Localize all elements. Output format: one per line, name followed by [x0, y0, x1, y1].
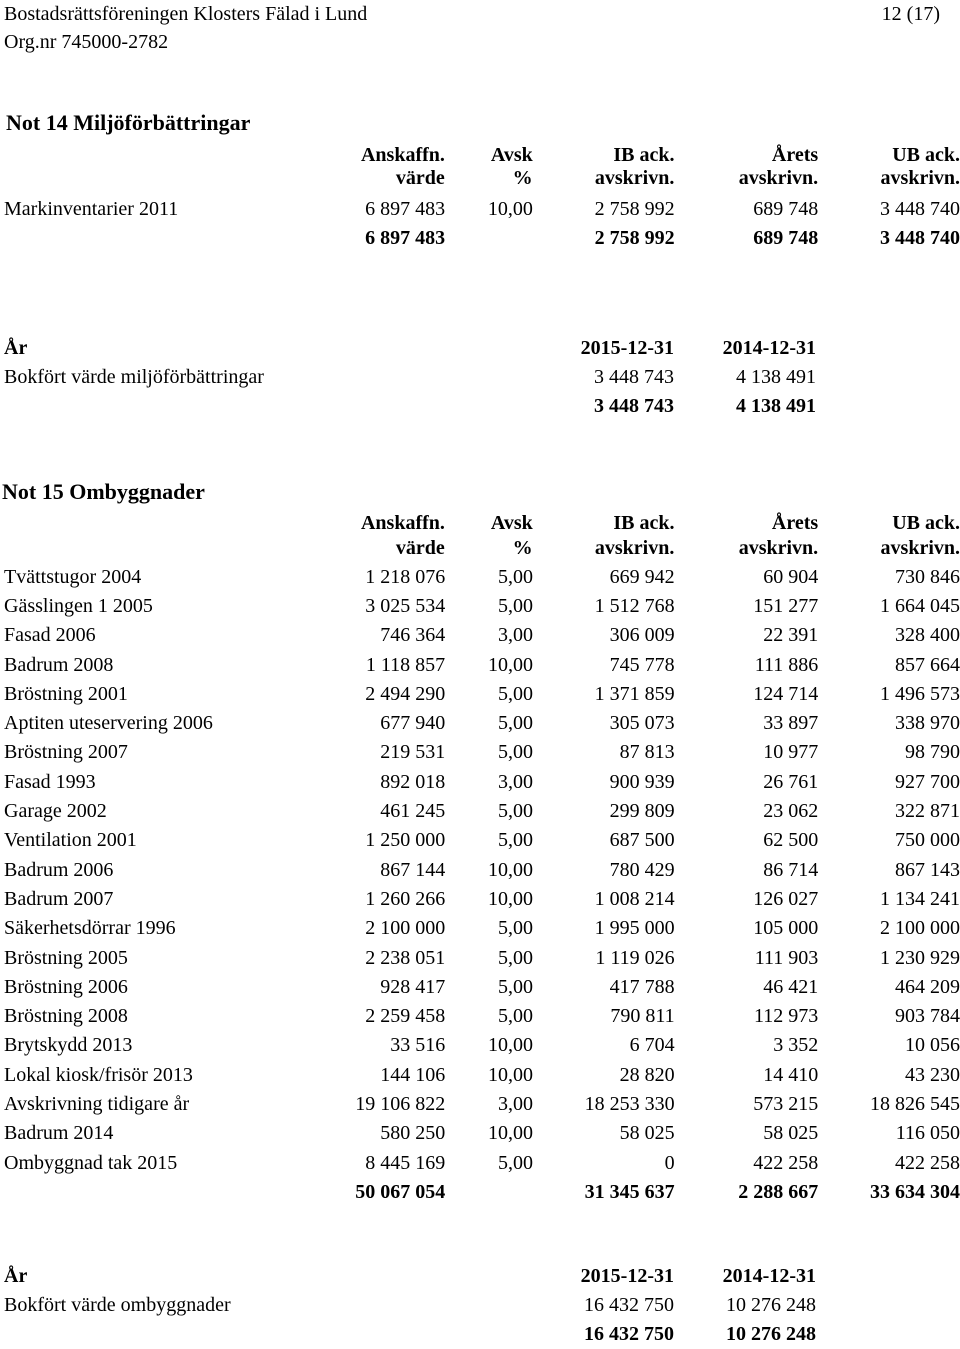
col-header: IB ack.	[613, 511, 675, 534]
cell: 10,00	[487, 1122, 533, 1145]
cell: 1 008 214	[594, 887, 675, 910]
cell: 3 448 740	[880, 197, 960, 220]
year-label: År	[4, 336, 28, 359]
table-row	[0, 708, 960, 737]
col-header: UB ack.	[892, 511, 960, 534]
cell: 2 494 290	[365, 682, 446, 705]
cell: 5,00	[497, 682, 533, 705]
cell: 464 209	[895, 975, 960, 998]
row-label: Bröstning 2001	[4, 682, 128, 705]
year-header: 2015-12-31	[580, 336, 674, 359]
cell: 1 134 241	[880, 887, 960, 910]
row-label: Ventilation 2001	[4, 829, 137, 852]
table-row	[0, 1031, 960, 1060]
cell: 19 106 822	[355, 1092, 446, 1115]
cell: 5,00	[497, 1151, 533, 1174]
cell: 5,00	[497, 829, 533, 852]
cell: 580 250	[380, 1122, 446, 1145]
row-label: Bröstning 2005	[4, 946, 128, 969]
cell: 867 144	[380, 858, 446, 881]
cell: 219 531	[380, 741, 446, 764]
cell: 750 000	[895, 829, 960, 852]
cell: 2 100 000	[365, 917, 446, 940]
table-row	[0, 855, 960, 884]
cell: 151 277	[753, 594, 819, 617]
row-label: Fasad 1993	[4, 770, 96, 793]
cell: 10,00	[487, 887, 533, 910]
table-row	[0, 1089, 960, 1118]
table-row	[0, 1119, 960, 1148]
cell: 1 664 045	[880, 594, 960, 617]
cell: 116 050	[895, 1122, 960, 1145]
row-label: Fasad 2006	[4, 624, 96, 647]
cell: 2 238 051	[365, 946, 446, 969]
cell: 461 245	[380, 800, 446, 823]
row-label: Gässlingen 1 2005	[4, 594, 153, 617]
row-label: Bokfört värde miljöförbättringar	[4, 365, 264, 388]
cell: 928 417	[380, 975, 446, 998]
table-row	[0, 738, 960, 767]
cell: 18 253 330	[584, 1092, 675, 1115]
col-header: värde	[395, 166, 445, 189]
cell: 10 056	[905, 1034, 960, 1057]
cell: 1 995 000	[594, 917, 675, 940]
col-header: avskrivn.	[594, 166, 675, 189]
table-row	[0, 621, 960, 650]
cell: 730 846	[895, 565, 960, 588]
cell: 3 025 534	[365, 594, 446, 617]
total-cell: 33 634 304	[870, 1180, 960, 1203]
row-label: Säkerhetsdörrar 1996	[4, 917, 176, 940]
cell: 5,00	[497, 1005, 533, 1028]
col-header: Avsk	[490, 143, 533, 166]
cell: 124 714	[753, 682, 819, 705]
cell: 3,00	[497, 1092, 533, 1115]
table-row	[0, 562, 960, 591]
cell: 28 820	[619, 1063, 675, 1086]
cell: 3,00	[497, 624, 533, 647]
total-cell: 4 138 491	[736, 395, 816, 418]
org-name: Bostadsrättsföreningen Klosters Fälad i Lund	[4, 3, 368, 25]
row-label: Bröstning 2006	[4, 975, 128, 998]
row-label: Avskrivning tidigare år	[4, 1092, 190, 1115]
cell: 43 230	[905, 1063, 960, 1086]
table-row	[0, 194, 960, 223]
cell: 677 940	[380, 712, 446, 735]
cell: 86 714	[763, 858, 819, 881]
row-label: Lokal kiosk/frisör 2013	[4, 1063, 193, 1086]
cell: 780 429	[609, 858, 675, 881]
cell: 10,00	[487, 197, 533, 220]
cell: 1 119 026	[595, 946, 675, 969]
note15-table	[0, 562, 960, 1207]
note15-title: Not 15 Ombyggnader	[2, 479, 205, 504]
table-row	[0, 591, 960, 620]
cell: 746 364	[380, 624, 446, 647]
cell: 892 018	[380, 770, 446, 793]
table-row	[0, 767, 960, 796]
cell: 14 410	[763, 1063, 819, 1086]
cell: 10 276 248	[726, 1293, 816, 1316]
cell: 5,00	[497, 741, 533, 764]
cell: 927 700	[895, 770, 960, 793]
row-label: Ombyggnad tak 2015	[4, 1151, 178, 1174]
cell: 3 448 743	[594, 365, 674, 388]
cell: 1 512 768	[594, 594, 675, 617]
cell: 1 230 929	[880, 946, 960, 969]
cell: 2 100 000	[880, 917, 960, 940]
table-row	[0, 1060, 960, 1089]
row-label: Garage 2002	[4, 800, 107, 823]
cell: 10,00	[487, 1034, 533, 1057]
total-cell: 16 432 750	[584, 1323, 674, 1346]
note14-table	[0, 194, 960, 253]
cell: 111 903	[754, 946, 819, 969]
table-row	[0, 796, 960, 825]
cell: 573 215	[753, 1092, 819, 1115]
cell: 422 258	[895, 1151, 960, 1174]
col-header: IB ack.	[613, 143, 675, 166]
row-label: Badrum 2007	[4, 887, 114, 910]
col-header: Anskaffn.	[360, 511, 445, 534]
org-number: Org.nr 745000-2782	[4, 31, 169, 53]
cell: 1 218 076	[365, 565, 446, 588]
year-label: År	[4, 1264, 28, 1287]
cell: 5,00	[497, 800, 533, 823]
total-cell: 50 067 054	[355, 1180, 446, 1203]
page-number: 12 (17)	[881, 3, 940, 25]
row-label: Aptiten uteservering 2006	[4, 712, 213, 735]
total-cell: 10 276 248	[726, 1323, 816, 1346]
table-row	[0, 1148, 960, 1177]
table-row	[0, 650, 960, 679]
total-cell: 689 748	[753, 226, 819, 249]
cell: 322 871	[895, 800, 960, 823]
table-row	[0, 972, 960, 1001]
cell: 1 371 859	[594, 682, 675, 705]
note14-column-headers-2	[0, 163, 960, 192]
cell: 18 826 545	[870, 1092, 960, 1115]
total-row	[0, 1177, 960, 1206]
note15-book-value	[0, 1261, 816, 1349]
cell: 3,00	[497, 770, 533, 793]
cell: 126 027	[753, 887, 819, 910]
table-row	[0, 884, 960, 913]
row-label: Badrum 2006	[4, 858, 114, 881]
cell: 98 790	[905, 741, 960, 764]
cell: 745 778	[609, 653, 675, 676]
col-header: %	[512, 536, 533, 559]
table-row	[0, 1001, 960, 1030]
cell: 328 400	[895, 624, 960, 647]
cell: 299 809	[609, 800, 675, 823]
row-label: Badrum 2014	[4, 1122, 114, 1145]
cell: 5,00	[497, 946, 533, 969]
cell: 306 009	[609, 624, 675, 647]
row-label: Badrum 2008	[4, 653, 114, 676]
total-cell: 2 288 667	[738, 1180, 819, 1203]
cell: 689 748	[753, 197, 819, 220]
cell: 1 250 000	[365, 829, 446, 852]
cell: 6 704	[629, 1034, 675, 1057]
cell: 5,00	[497, 594, 533, 617]
table-row	[0, 679, 960, 708]
cell: 33 897	[763, 712, 819, 735]
table-row	[0, 914, 960, 943]
total-cell: 31 345 637	[584, 1180, 675, 1203]
row-label: Markinventarier 2011	[4, 197, 179, 220]
note14-book-value	[0, 333, 816, 421]
cell: 5,00	[497, 975, 533, 998]
cell: 16 432 750	[584, 1293, 674, 1316]
col-header: värde	[395, 536, 445, 559]
cell: 900 939	[609, 770, 675, 793]
note14-title: Not 14 Miljöförbättringar	[6, 110, 251, 135]
cell: 33 516	[390, 1034, 446, 1057]
cell: 1 260 266	[365, 887, 446, 910]
cell: 669 942	[609, 565, 675, 588]
col-header: UB ack.	[892, 143, 960, 166]
cell: 1 118 857	[365, 653, 446, 676]
cell: 58 025	[619, 1122, 675, 1145]
cell: 3 352	[773, 1034, 819, 1057]
cell: 10 977	[763, 741, 819, 764]
cell: 417 788	[609, 975, 675, 998]
year-header: 2015-12-31	[580, 1264, 674, 1287]
cell: 6 897 483	[365, 197, 446, 220]
cell: 112 973	[754, 1005, 819, 1028]
total-row	[0, 223, 960, 252]
cell: 422 258	[753, 1151, 819, 1174]
cell: 62 500	[763, 829, 819, 852]
col-header: Avsk	[490, 511, 533, 534]
cell: 5,00	[497, 917, 533, 940]
cell: 87 813	[619, 741, 675, 764]
cell: 10,00	[487, 858, 533, 881]
total-cell: 3 448 740	[880, 226, 960, 249]
cell: 46 421	[763, 975, 819, 998]
row-label: Bröstning 2008	[4, 1005, 128, 1028]
total-cell: 6 897 483	[365, 226, 446, 249]
cell: 5,00	[497, 565, 533, 588]
cell: 144 106	[380, 1063, 446, 1086]
table-row	[0, 826, 960, 855]
cell: 0	[664, 1151, 675, 1174]
cell: 4 138 491	[736, 365, 816, 388]
cell: 338 970	[895, 712, 960, 735]
row-label: Bröstning 2007	[4, 741, 128, 764]
cell: 23 062	[763, 800, 819, 823]
table-row	[0, 943, 960, 972]
row-label: Tvättstugor 2004	[4, 565, 142, 588]
row-label: Brytskydd 2013	[4, 1034, 133, 1057]
cell: 687 500	[609, 829, 675, 852]
cell: 867 143	[895, 858, 960, 881]
col-header: avskrivn.	[738, 166, 819, 189]
col-header: avskrivn.	[738, 536, 819, 559]
cell: 105 000	[753, 917, 819, 940]
cell: 857 664	[895, 653, 960, 676]
col-header: %	[512, 166, 533, 189]
col-header: Anskaffn.	[360, 143, 445, 166]
cell: 22 391	[763, 624, 819, 647]
cell: 111 886	[754, 653, 819, 676]
cell: 903 784	[895, 1005, 960, 1028]
cell: 58 025	[763, 1122, 819, 1145]
cell: 2 758 992	[594, 197, 675, 220]
total-cell: 2 758 992	[594, 226, 675, 249]
cell: 10,00	[487, 1063, 533, 1086]
cell: 5,00	[497, 712, 533, 735]
year-header: 2014-12-31	[722, 336, 816, 359]
cell: 2 259 458	[365, 1005, 446, 1028]
cell: 10,00	[487, 653, 533, 676]
cell: 60 904	[763, 565, 819, 588]
year-header: 2014-12-31	[722, 1264, 816, 1287]
col-header: avskrivn.	[880, 536, 960, 559]
row-label: Bokfört värde ombyggnader	[4, 1293, 231, 1316]
cell: 305 073	[609, 712, 675, 735]
col-header: avskrivn.	[594, 536, 675, 559]
note15-column-headers-2	[0, 533, 960, 562]
cell: 1 496 573	[880, 682, 960, 705]
cell: 8 445 169	[365, 1151, 446, 1174]
cell: 790 811	[610, 1005, 675, 1028]
col-header: Årets	[771, 511, 819, 534]
total-cell: 3 448 743	[594, 395, 674, 418]
col-header: avskrivn.	[880, 166, 960, 189]
col-header: Årets	[771, 143, 819, 166]
cell: 26 761	[763, 770, 819, 793]
